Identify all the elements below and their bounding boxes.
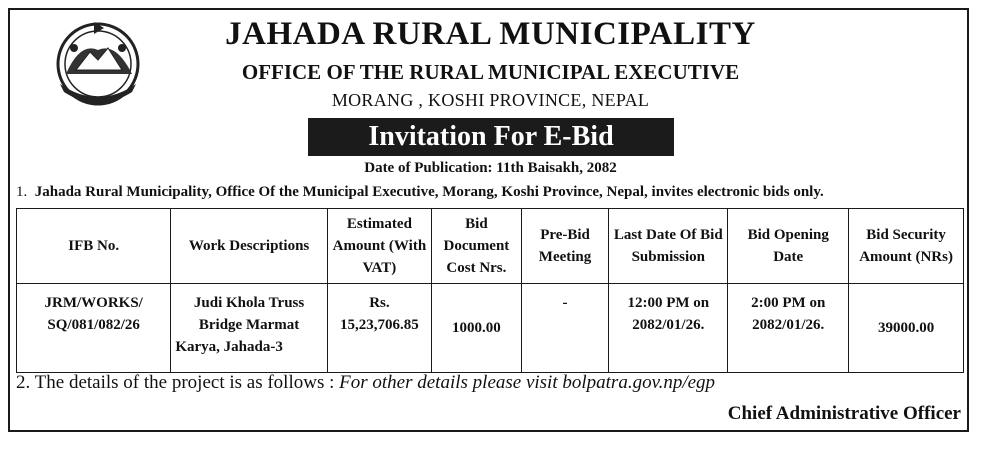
item-number: 2. [16, 372, 31, 393]
signatory: Chief Administrative Officer [727, 403, 961, 424]
bid-table [16, 208, 964, 373]
header-ifb-no: IFB No. [17, 209, 171, 284]
notice-item-2 [16, 372, 715, 394]
header-opening-date: Bid Opening Date [728, 209, 849, 284]
cell-pre-bid: - [521, 284, 609, 373]
notice-title: Invitation For E-Bid [308, 118, 674, 156]
cell-last-date: 12:00 PM on 2082/01/26. [609, 284, 728, 373]
table-row [17, 284, 964, 373]
header-pre-bid-meeting: Pre-Bid Meeting [521, 209, 609, 284]
details-link-text: For other details please visit bolpatra.gov.np/egp [339, 372, 716, 393]
org-name: JAHADA RURAL MUNICIPALITY [225, 16, 756, 52]
item-text: The details of the project is as follows : [34, 372, 340, 393]
header-work-descriptions: Work Descriptions [171, 209, 327, 284]
header-last-date: Last Date Of Bid Submission [609, 209, 728, 284]
item-number: 1. [16, 184, 28, 200]
cell-security-amount: 39000.00 [849, 284, 964, 373]
notice-item-1 [16, 184, 824, 201]
header-estimated-amount: Estimated Amount (With VAT) [327, 209, 431, 284]
office-name: OFFICE OF THE RURAL MUNICIPAL EXECUTIVE [241, 60, 740, 84]
table-header-row [17, 209, 964, 284]
header-bid-document-cost: Bid Document Cost Nrs. [432, 209, 522, 284]
item-text: Jahada Rural Municipality, Office Of the Municipal Executive, Morang, Koshi Province, Nepal, invites electronic bids only. [34, 184, 824, 200]
cell-ifb-no: JRM/WORKS/ SQ/081/082/26 [17, 284, 171, 373]
address: MORANG , KOSHI PROVINCE, NEPAL [331, 90, 650, 110]
cell-opening-date: 2:00 PM on 2082/01/26. [728, 284, 849, 373]
cell-estimated-amount: Rs. 15,23,706.85 [327, 284, 431, 373]
cell-description: Judi Khola Truss Bridge Marmat Karya, Jahada-3 [171, 284, 327, 373]
cell-doc-cost: 1000.00 [432, 284, 522, 373]
header-security-amount: Bid Security Amount (NRs) [849, 209, 964, 284]
publication-date: Date of Publication: 11th Baisakh, 2082 [364, 160, 617, 176]
